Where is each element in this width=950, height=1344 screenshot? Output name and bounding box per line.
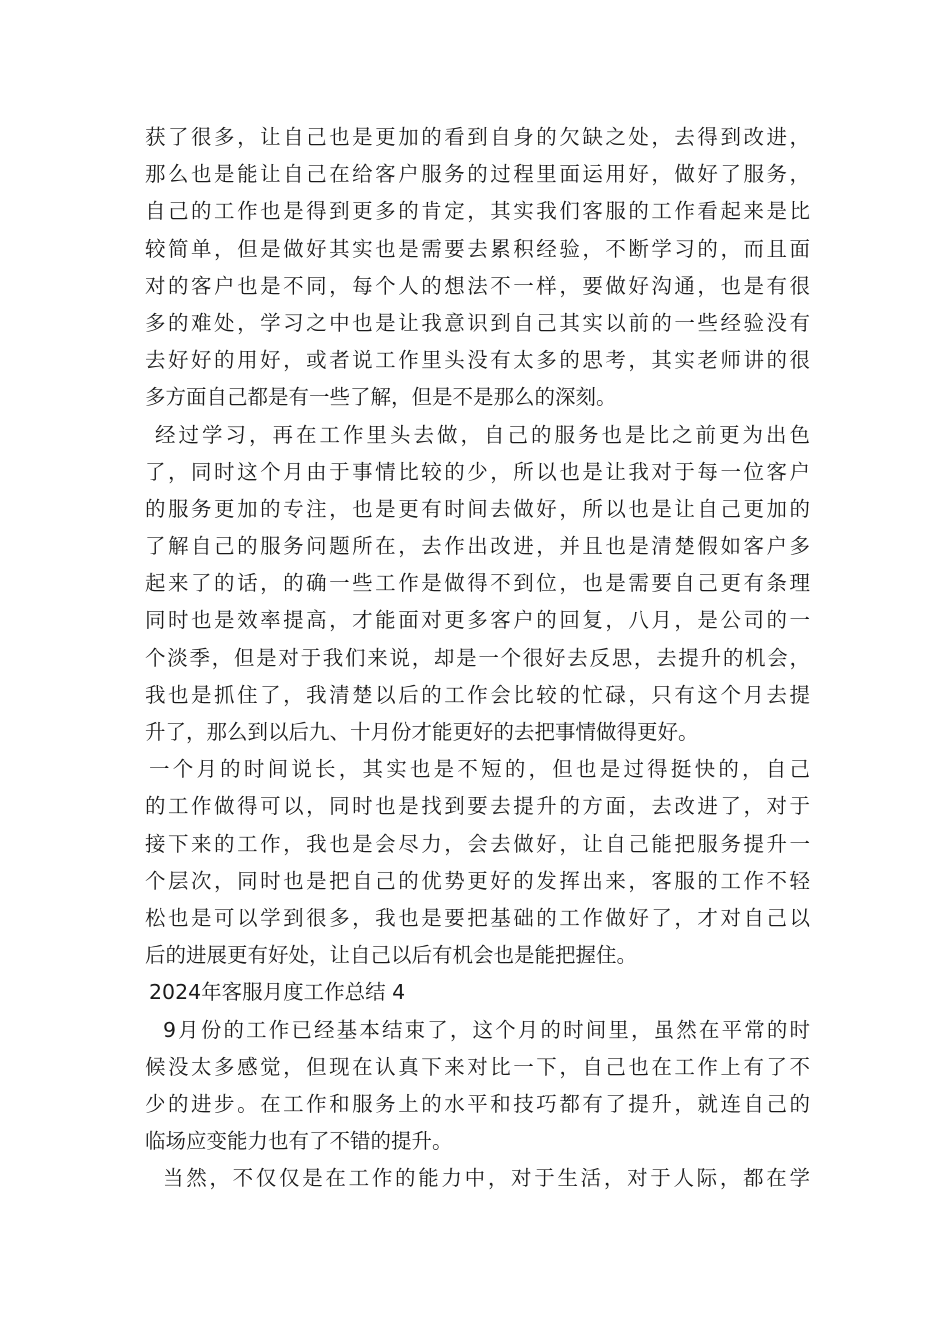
text-line: 去好好的用好，或者说工作里头没有太多的思考，其实老师讲的很 xyxy=(145,348,810,373)
text-line: 的工作做得可以，同时也是找到要去提升的方面，去改进了，对于 xyxy=(145,794,810,819)
paragraph-start-line: 当然，不仅仅是在工作的能力中，对于生活，对于人际，都在学 xyxy=(163,1166,810,1191)
text-line: 了解自己的服务问题所在，去作出改进，并且也是清楚假如客户多 xyxy=(145,534,810,559)
text-line: 获了很多，让自己也是更加的看到自身的欠缺之处，去得到改进， xyxy=(145,125,810,149)
text-line: 候没太多感觉，但现在认真下来对比一下，自己也在工作上有了不 xyxy=(145,1054,810,1079)
paragraph-start-line: 经过学习，再在工作里头去做，自己的服务也是比之前更为出色 xyxy=(155,422,810,447)
text-line: 临场应变能力也有了不错的提升。 xyxy=(145,1129,453,1154)
text-line: 那么也是能让自己在给客户服务的过程里面运用好，做好了服务， xyxy=(145,162,810,187)
section-heading: 2024年客服月度工作总结 4 xyxy=(149,980,406,1005)
document-body xyxy=(145,119,810,1197)
paragraph-start-line: 9月份的工作已经基本结束了，这个月的时间里，虽然在平常的时 xyxy=(163,1017,810,1042)
text-line: 同时也是效率提高，才能面对更多客户的回复，八月，是公司的一 xyxy=(145,608,810,633)
text-line: 了，同时这个月由于事情比较的少，所以也是让我对于每一位客户 xyxy=(145,459,810,484)
text-line: 多方面自己都是有一些了解，但是不是那么的深刻。 xyxy=(145,385,617,410)
text-line: 升了，那么到以后九、十月份才能更好的去把事情做得更好。 xyxy=(145,720,699,744)
text-line: 松也是可以学到很多，我也是要把基础的工作做好了，才对自己以 xyxy=(145,905,810,930)
text-line: 对的客户也是不同，每个人的想法不一样，要做好沟通，也是有很 xyxy=(145,273,810,298)
text-line: 后的进展更有好处，让自己以后有机会也是能把握住。 xyxy=(145,943,637,968)
text-line: 个层次，同时也是把自己的优势更好的发挥出来，客服的工作不轻 xyxy=(145,868,810,893)
text-line: 我也是抓住了，我清楚以后的工作会比较的忙碌，只有这个月去提 xyxy=(145,682,810,707)
text-line: 自己的工作也是得到更多的肯定，其实我们客服的工作看起来是比 xyxy=(145,199,810,224)
text-line: 起来了的话，的确一些工作是做得不到位，也是需要自己更有条理 xyxy=(145,571,810,596)
text-line: 少的进步。在工作和服务上的水平和技巧都有了提升，就连自己的 xyxy=(145,1091,810,1116)
text-line: 多的难处，学习之中也是让我意识到自己其实以前的一些经验没有 xyxy=(145,310,810,335)
text-line: 个淡季，但是对于我们来说，却是一个很好去反思，去提升的机会， xyxy=(145,645,810,670)
text-line: 接下来的工作，我也是会尽力，会去做好，让自己能把服务提升一 xyxy=(145,831,810,856)
text-line: 的服务更加的专注，也是更有时间去做好，所以也是让自己更加的 xyxy=(145,496,810,521)
paragraph-start-line: 一个月的时间说长，其实也是不短的，但也是过得挺快的，自己 xyxy=(149,757,810,782)
text-line: 较简单，但是做好其实也是需要去累积经验，不断学习的，而且面 xyxy=(145,236,810,261)
